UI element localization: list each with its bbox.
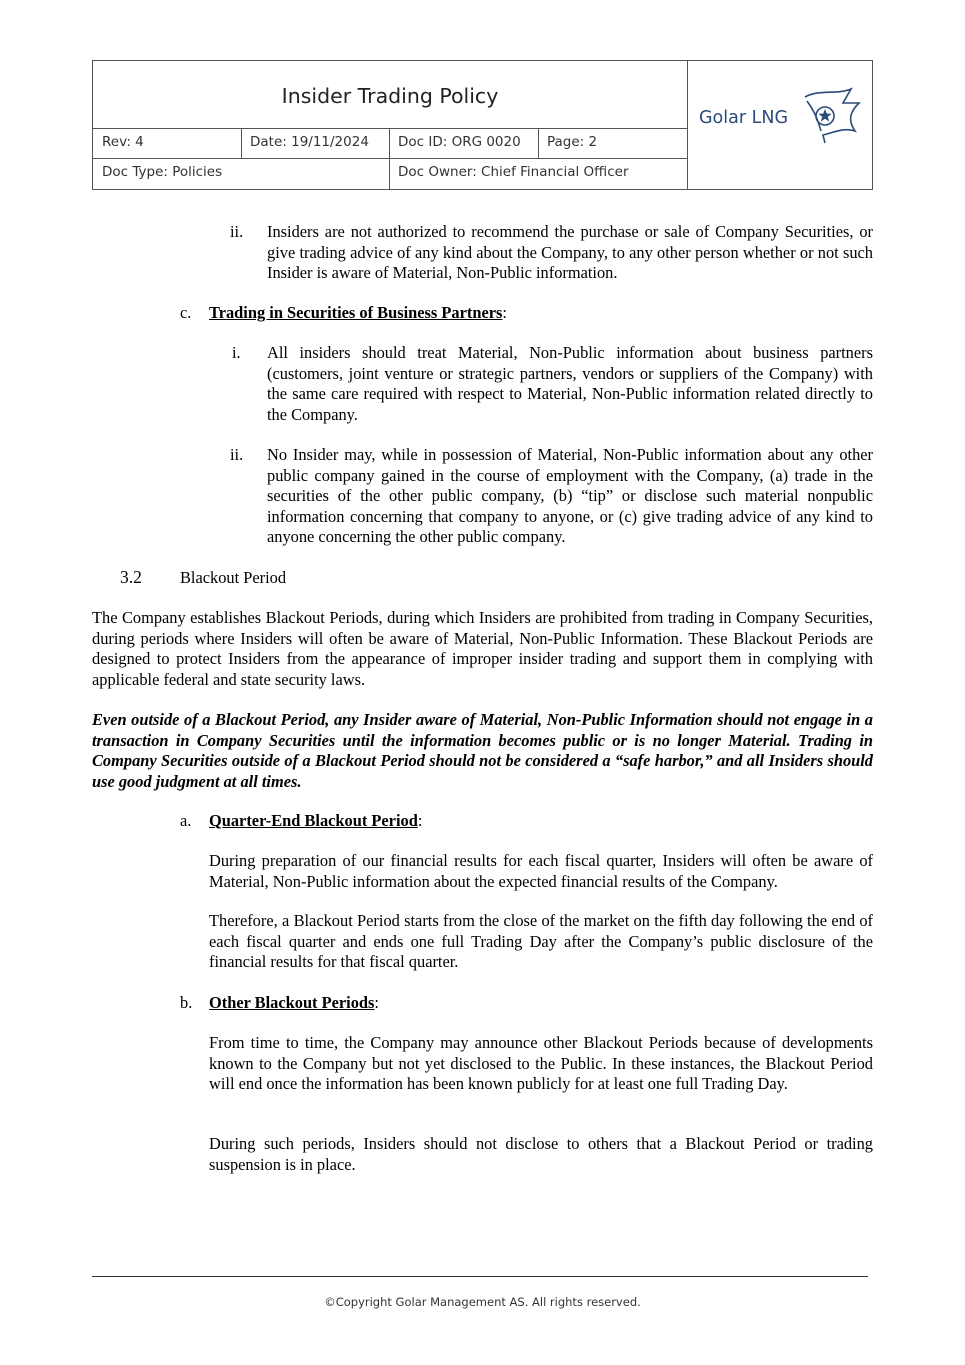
list-marker: c. — [180, 303, 192, 322]
heading-text: Quarter-End Blackout Period — [209, 811, 418, 830]
list-marker: ii. — [230, 222, 244, 241]
logo-wordmark: Golar LNG — [699, 108, 789, 128]
list-marker: ii. — [230, 445, 244, 464]
section-number: 3.2 — [120, 567, 142, 587]
heading-text: Trading in Securities of Business Partners — [209, 303, 503, 322]
section-title: Blackout Period — [180, 568, 287, 587]
heading-text: Other Blackout Periods — [209, 993, 375, 1012]
doc-type-field: Doc Type: Policies — [102, 164, 223, 180]
page-field: Page: 2 — [547, 134, 598, 150]
list-marker: a. — [180, 811, 192, 830]
subsection-heading: Other Blackout Periods: — [209, 993, 379, 1012]
list-item-text: All insiders should treat Material, Non-Public information about business partners (customers, joint venture or strategic partners, vendors or suppliers of the Company) with the same care required with respect to Material, Non-Public information related directly to the Company. — [267, 343, 873, 424]
subsection-heading: Trading in Securities of Business Partners: — [209, 303, 507, 322]
footer-divider — [92, 1276, 868, 1277]
doc-owner-field: Doc Owner: Chief Financial Officer — [398, 164, 629, 180]
doc-id-field: Doc ID: ORG 0020 — [398, 134, 521, 150]
list-item-text: Insiders are not authorized to recommend the purchase or sale of Company Securities, or give trading advice of any kind about the Company, to any other person whether or not such Insider is aware of Material, Non-Public information. — [267, 222, 873, 283]
revision-field: Rev: 4 — [102, 134, 144, 150]
paragraph: The Company establishes Blackout Periods, during which Insiders are prohibited from trading in Company Securities, during periods where Insiders will often be aware of Material, Non-Public Information. These Blackout Periods are designed to protect Insiders from the appearance of improper insider trading and support them in complying with applicable federal and state security laws. — [92, 608, 873, 689]
subsection-heading: Quarter-End Blackout Period: — [209, 811, 423, 830]
paragraph: From time to time, the Company may announce other Blackout Periods because of developments known to the Company but not yet disclosed to the Public. In these instances, the Blackout Period will end once the information has been known publicly for at least one full Trading Day. — [209, 1033, 873, 1094]
footer-copyright: ©Copyright Golar Management AS. All rights reserved. — [324, 1295, 641, 1309]
paragraph: Therefore, a Blackout Period starts from the close of the market on the fifth day following the end of each fiscal quarter and ends one full Trading Day after the Company’s public disclosure of the financial results for that fiscal quarter. — [209, 911, 873, 972]
date-field: Date: 19/11/2024 — [250, 134, 369, 150]
paragraph: During preparation of our financial results for each fiscal quarter, Insiders will often be aware of Material, Non-Public information about the expected financial results of the Company. — [209, 851, 873, 891]
document-title: Insider Trading Policy — [281, 84, 499, 108]
list-marker: i. — [232, 343, 241, 362]
list-marker: b. — [180, 993, 193, 1012]
list-item-text: No Insider may, while in possession of Material, Non-Public information about any other public company gained in the course of employment with the Company, (a) trade in the securities of the other public company, (b) “tip” or disclose such material nonpublic information concerning that company to anyone, or (c) give trading advice of any kind to anyone concerning the other public company. — [267, 445, 873, 547]
paragraph: During such periods, Insiders should not disclose to others that a Blackout Period or trading suspension is in place. — [209, 1134, 873, 1174]
important-notice: Even outside of a Blackout Period, any Insider aware of Material, Non-Public Information should not engage in a transaction in Company Securities until the information becomes public or is no longer Material. Trading in Company Securities outside of a Blackout Period should not be considered a “safe harbor,” and all Insiders should use good judgment at all times. — [92, 710, 873, 791]
